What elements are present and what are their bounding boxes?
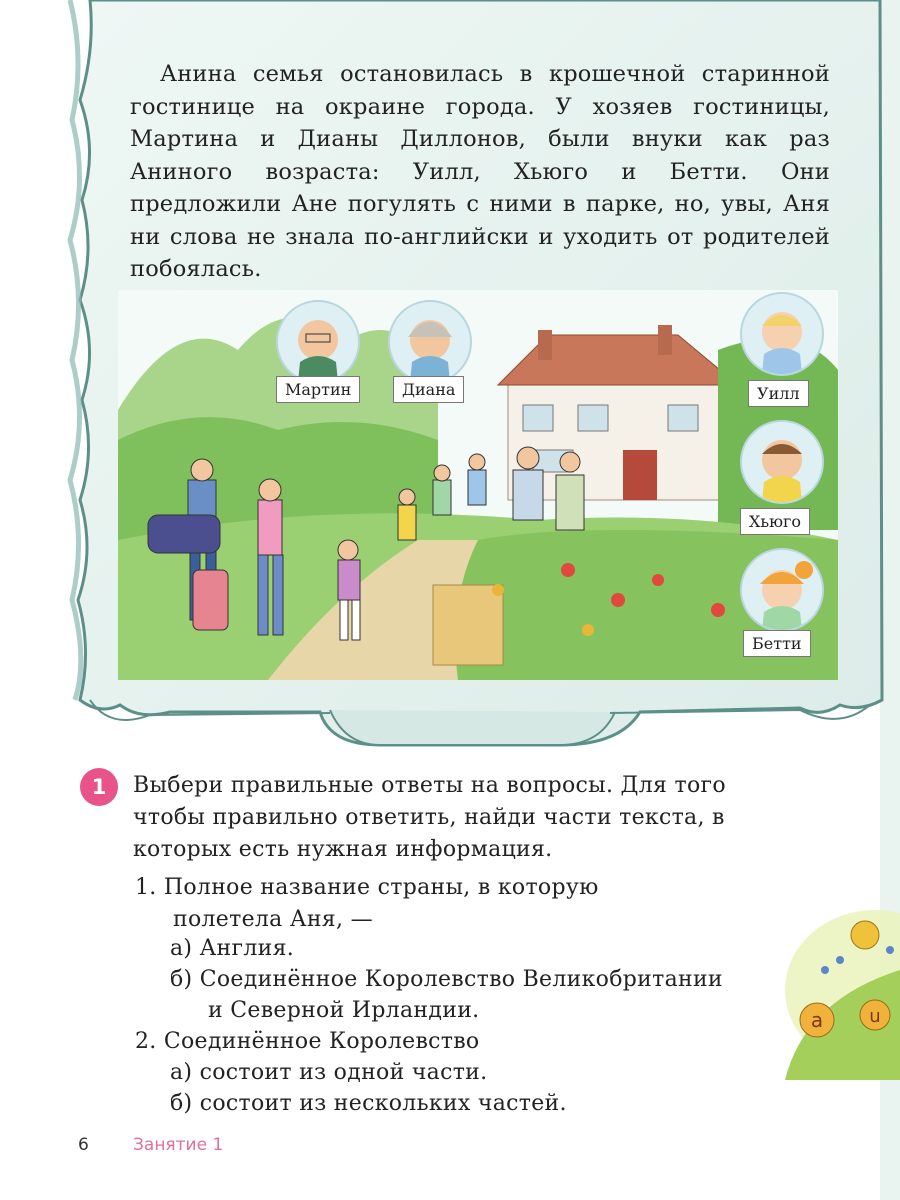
portrait-diana (388, 300, 472, 384)
page-number: 6 (78, 1135, 89, 1155)
question-2-option-b: б) состоит из нескольких частей. (170, 1091, 567, 1116)
label-diana: Диана (393, 376, 464, 403)
illustration-drawing (118, 290, 838, 680)
illustration-hotel-family (118, 290, 838, 680)
question-2-option-a: а) состоит из одной части. (170, 1060, 488, 1085)
intro-text (130, 58, 830, 286)
question-1-line-2: полетела Аня, — (173, 907, 373, 932)
portrait-hugo (740, 420, 824, 504)
question-1-line-1: 1. Полное название страны, в которую (135, 875, 599, 900)
label-will: Уилл (748, 380, 809, 407)
portrait-martin (276, 300, 360, 384)
exercise-number-badge: 1 (80, 768, 118, 806)
label-hugo: Хьюго (740, 508, 810, 535)
label-betty: Бетти (743, 630, 811, 657)
corner-illustration-letters (765, 880, 900, 1080)
svg-text:u: u (869, 1006, 881, 1027)
svg-text:a: a (810, 1008, 824, 1032)
portrait-will (740, 292, 824, 376)
question-1-option-b-line-2: и Северной Ирландии. (208, 998, 480, 1023)
exercise-task: Выбери правильные ответы на вопросы. Для того чтобы правильно ответить, найди части текста, в которых есть нужная информация. (133, 773, 726, 862)
lesson-label: Занятие 1 (133, 1135, 224, 1155)
question-1-option-b-line-1: б) Соединённое Королевство Великобритании (170, 967, 723, 992)
intro-paragraph: Анина семья остановилась в крошечной старинной гостинице на окраине города. У хозяев гостиницы, Мартина и Дианы Диллонов, были внуки как раз Аниного возраста: Уилл, Хьюго и Бетти. Они предложили Ане погулять с ними в парке, но, увы, Аня ни слова не знала по-английски и уходить от родителей побоялась. (130, 61, 830, 282)
label-martin: Мартин (276, 376, 360, 403)
question-1-option-a: а) Англия. (170, 936, 295, 961)
portrait-betty (740, 548, 824, 632)
question-2: 2. Соединённое Королевство (135, 1029, 480, 1054)
